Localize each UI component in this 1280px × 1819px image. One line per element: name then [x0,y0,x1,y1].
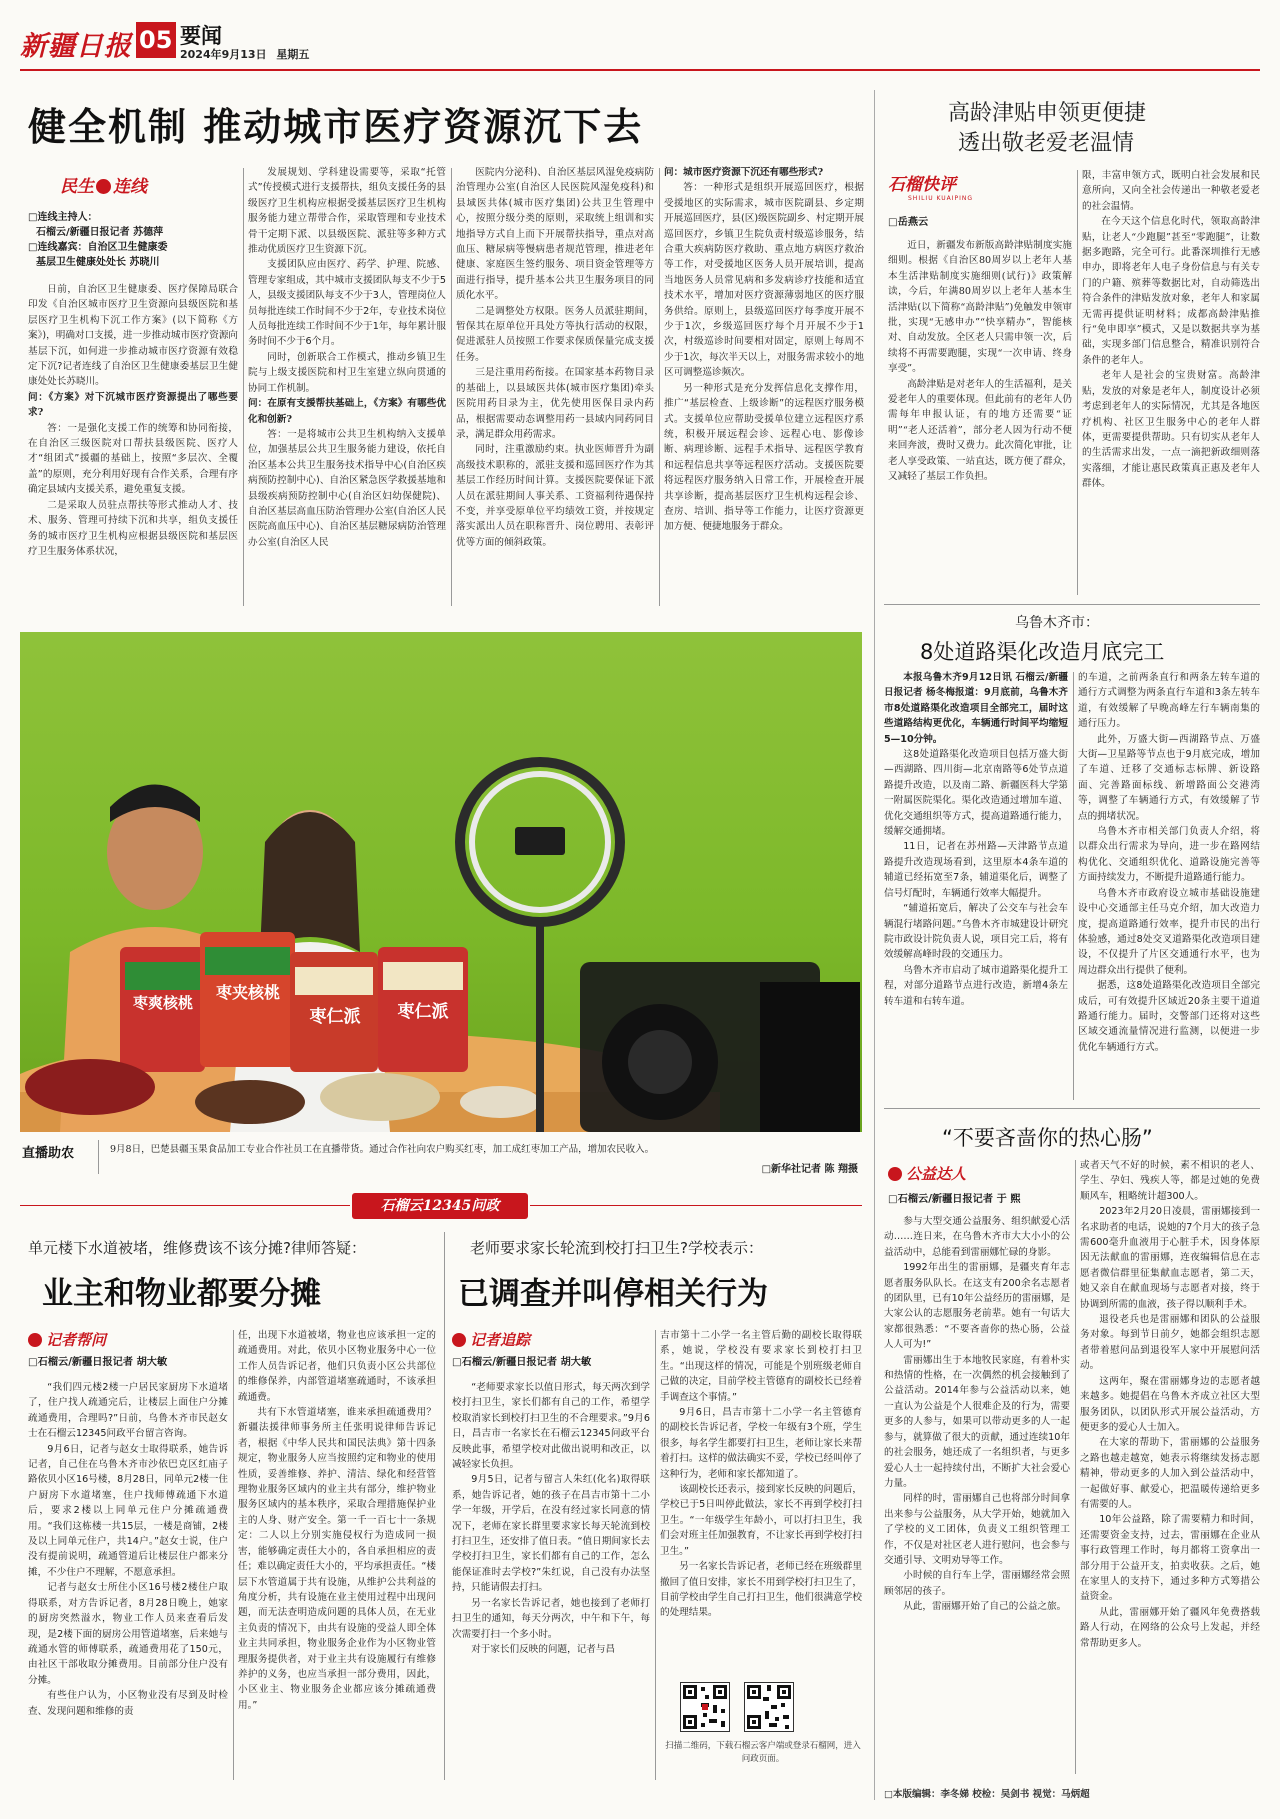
commentary-paragraph: 在今天这个信息化时代，领取高龄津贴，让老人“少跑腿”甚至“零跑腿”，让数据多跑路，完全可行。此番深圳推行无感申办，即将老年人电子身份信息与有关专门的户籍、殡葬等数据比对，自动筛选出符合条件的津贴发放对象，老年人和家属无需再提供证明材料；成都高龄津贴推行“免申即享”模式，又是以数据共享为基础，实现多部门信息整合，精准识别符合条件的老年人。 [1082,216,1260,366]
urumqi-headline: 8处道路渠化改造月底完工 [920,640,1165,664]
urumqi-kicker: 乌鲁木齐市： [1015,615,1099,631]
hotline-paragraph: 记者与赵女士所住小区16号楼2楼住户取得联系，对方告诉记者，8月28日晚上，她家的厨房突然溢水，物业工作人员来查看后发现，是2楼下面的厨房公用管道堵塞，后来她与疏通水管的师傅联系，疏通费用花了150元，由社区干部收取分摊费用。目前部分住户没有分摊。 [28,1582,228,1686]
host-name: 石榴云/新疆日报记者 苏德萍 [36,227,164,238]
volunteer-paragraph: 小时候的自行车上学，雷丽娜经常会照顾邻居的孩子。 [884,1570,1070,1597]
lead-paragraph: 答：一是将城市公共卫生机构纳入支援单位，加强基层公共卫生服务能力建设，依托自治区基本公共卫生服务技术指导中心(自治区疾病预防控制中心)、自治区紧急医学救援基地和县级疾病预防控制中心(自治区妇幼保健院)、自治区基层高血压防治管理办公室(自治区人民医院高血压中心)、自治区基层糖尿病防治管理办公室(自治区人民 [248,428,446,548]
urumqi-paragraph: “辅道拓宽后，解决了公交车与社会车辆混行堵路问题。”乌鲁木齐市城建设计研究院市政设计院负责人说，项目完工后，将有效缓解高峰时段的交通压力。 [884,903,1068,961]
qr-code-web[interactable] [744,1682,794,1732]
volunteer-headline: “不要吝啬你的热心肠” [942,1126,1153,1150]
lead-column-1 [28,282,238,607]
story-divider [444,1232,445,1780]
pack-label: 枣仁派 [309,1007,361,1027]
commentary-headline-1: 高龄津贴申领更便捷 [948,101,1147,126]
news-photo [20,632,862,1132]
lead-paragraph: 另一种形式是充分发挥信息化支撑作用，推广“基层检查、上级诊断”的远程医疗服务模式。支援单位应帮助受援单位建立远程医疗系统，积极开展远程会诊、远程心电、影像诊断、病理诊断、远程手术指导、远程医学教育和远程信息共享等远程医疗活动。支援医院要将远程医疗服务纳入日常工作，开展检查开展共享诊断，提高基层医疗卫生机构远程会诊、查房、培训、指导等工作能力，让医疗资源更加方便、便捷地服务于群众。 [664,382,864,533]
hotline-right-column-1 [452,1380,650,1780]
urumqi-paragraph: 这8处道路渠化改造项目包括万盛大街—西湖路、四川街—北京南路等6处节点道路提升改造，以及南二路、新疆医科大学第一附属医院渠化。渠化改造通过增加车道、优化交通组织等方式，提高道路通行能力，缓解交通拥堵。 [884,749,1068,838]
volunteer-paragraph: 10年公益路，除了需要精力和时间，还需要资金支持，过去，雷丽娜在企业从事行政管理工作时，每月都将工资拿出一部分用于公益开支，拍卖收获。之后，她在家里人的支持下，通过多种方式筹措公益资金。 [1080,1514,1260,1603]
hotline-right-tag [452,1329,530,1350]
volunteer-byline: □石榴云/新疆日报记者 于 熙 [888,1194,1021,1205]
volunteer-paragraph: 1992年出生的雷丽娜，是疆夹育年志愿者服务队队长。在这支有200余名志愿者的团队里，已有10年公益经历的雷丽娜，是大家公认的志愿服务老前辈。她有一句话大家都很熟悉：“不要吝啬你的热心肠，公益人人可为!” [884,1262,1070,1351]
lead-paragraph: 答：一是强化支援工作的统筹和协同衔接，在自治区三级医院对口帮扶县级医院、医疗人才“组团式”援疆的基础上，按照“多层次、全覆盖”的原则，充分利用好现有合作关系，合理有序确定县域内支援关系，避免重复支援。 [28,422,238,496]
page-number: 05 [139,26,173,54]
volunteer-column-2 [1080,1158,1260,1774]
guest-label: □连线嘉宾：自治区卫生健康委 [28,242,168,253]
caption-divider [98,1140,99,1174]
hotline-left-byline: □石榴云/新疆日报记者 胡大敏 [28,1357,168,1368]
column-divider [655,1330,656,1780]
urumqi-paragraph: 此外，万盛大街—西湖路节点、万盛大街—卫星路等节点也于9月底完成，增加了车道、迁移了交通标志标牌、新设路面、完善路面标线、新增路面公交港湾等，调整了车辆通行方式，有效缓解了节点的拥堵状况。 [1078,733,1260,822]
volunteer-paragraph: 同样的时，雷丽娜自己也将部分时间拿出来参与公益服务，从大学开始，她就加入了学校的义工团体，负责义工组织管理工作，不仅是对社区老人进行慰问，也会参与交通引导、文明劝导等工作。 [884,1493,1070,1566]
hotline-paragraph: “老师要求家长以值日形式，每天两次到学校打扫卫生，家长们都有自己的工作，希望学校取消家长到校打扫卫生的不合理要求。”9月6日，昌吉市一名家长在石榴云12345问政平台反映此事，希望学校对此做出说明和改正，以减轻家长负担。 [452,1382,650,1471]
column-divider [1073,672,1074,1100]
column-tag-minsheng [60,172,147,197]
hotline-paragraph: 吉市第十二小学一名主管后勤的副校长取得联系，她说，学校没有要求家长到校打扫卫生。“出现这样的情况，可能是个别班级老师自己做的决定，目前学校主管德育的副校长已经着手调查这个事情。” [660,1330,862,1403]
pen-icon [452,1333,466,1347]
issue-date-text: 2024年9月13日 [180,48,267,61]
hotline-right-tag-label: 记者追踪 [470,1331,531,1349]
hotline-left-column-2 [238,1328,436,1780]
column-tag-part2: 连线 [113,177,147,197]
masthead-rule [20,69,1260,71]
masthead [20,22,320,66]
volunteer-tag-label: 公益达人 [906,1165,967,1183]
pack-label: 枣仁派 [397,1002,449,1022]
section-divider-vertical [874,90,875,1800]
lead-paragraph: 同时，注重激励约束。执业医师晋升为副高级技术职称的，派驻支援和巡回医疗作为其基层工作经历时间计算。支援医院要保证下派人员在派驻期间人事关系、工资福利待遇保持不变，并享受原单位平均绩效工资，并按规定落实派出人员在职称晋升、岗位聘用、表彰评优等方面的倾斜政策。 [456,444,654,548]
volunteer-column-1 [884,1214,1070,1774]
heart-icon [888,1167,902,1181]
lead-column-2 [248,165,446,607]
lead-question-1: 问：《方案》对下沉城市医疗资源提出了哪些要求? [28,391,238,419]
hotline-left-tag-label: 记者帮问 [46,1331,107,1349]
lead-paragraph: 日前，自治区卫生健康委、医疗保障局联合印发《自治区城市医疗卫生资源向县级医院和基层医疗卫生机构下沉工作方案》(以下简称《方案》)，明确对口支援，进一步推动城市医疗资源向基层下沉，如何进一步推动城市医疗资源有效稳定下沉?记者连线了自治区卫生健康委基层卫生健康处处长苏晓川。 [28,284,238,388]
hotline-paragraph: 该副校长还表示，接到家长反映的问题后，学校已于5日叫停此做法，家长不再到学校打扫卫生。“一年级学生年龄小，可以打扫卫生，我们会对班主任加强教育，不让家长再到学校打扫卫生。” [660,1484,862,1557]
volunteer-paragraph: 从此，雷丽娜开始了疆风年免费搭载路人行动，在网络的公众号上发起，并经常帮助更多人。 [1080,1606,1260,1649]
photo-caption-text: 9月8日，巴楚县疆玉果食品加工专业合作社员工在直播带货。通过合作社向农户购买红枣，加工成红枣加工产品，增加农民收入。 [110,1144,655,1155]
hotline-left-headline: 业主和物业都要分摊 [42,1276,321,1312]
volunteer-paragraph: 雷丽娜出生于本地牧民家庭，有着朴实和热情的性格，在一次偶然的机会接触到了公益活动。2014年参与公益活动以来，她一直认为公益是个人很难企及的行为，需要更多的人参与，如果可以带动更多的人一起参与，就算做了很大的贡献，通过连续10年的社会服务，她还成了一名组织者，与更多爱心人士一起持续付出，不断扩大社会爱心力量。 [884,1354,1070,1489]
hotline-right-headline: 已调查并叫停相关行为 [458,1276,768,1312]
lead-paragraph: 二是采取人员驻点帮扶等形式推动人才、技术、服务、管理可持续下沉和共享，组负支援任务的城市医疗卫生机构应根据县级医院和基层医疗卫生服务体系状况， [28,499,238,557]
hotline-paragraph: 共有下水管道堵塞，谁来承担疏通费用？新疆法援律师事务所主任张明说律师告诉记者，根据《中华人民共和国民法典》第十四条规定，物业服务人应当按照约定和物业的使用性质，妥善维修、养护、清洁、绿化和经营管理物业服务区域内的业主共有部分，维护物业服务区域内的基本秩序，采取合理措施保护业主的人身、财产安全。第一千一百七十一条规定：二人以上分别实施侵权行为造成同一损害，能够确定责任大小的，各自承担相应的责任；难以确定责任大小的，平均承担责任。“楼层下水管道属于共有设施，从维护公共利益的角度分析，共有设施在业主使用过程中出现问题，而无法查明造成问题的具体人员，在无业主负责的情况下，由共有设施的受益人即全体业主共同承担，物业服务企业作为小区物业管理服务提供者，对于业主共有设施履行有维修养护的义务，也应当承担一部分费用，因此，小区业主、物业服务企业都应该分摊疏通费用。” [238,1407,436,1711]
hotline-paragraph: “我们四元楼2楼一户居民家厨房下水道堵了，住户找人疏通完后，让楼层上面住户分摊疏通费用，合理吗?”日前，乌鲁木齐市民赵女士在石榴云12345问政平台留言咨询。 [28,1382,228,1440]
volunteer-paragraph: 从此，雷丽娜开始了自己的公益之旅。 [903,1601,1067,1613]
commentary-headline-2: 透出敬老爱老温情 [958,131,1135,156]
hotline-banner [352,1193,528,1219]
lead-paragraph: 二是调整处方权限。医务人员派驻期间，暂保其在原单位开具处方等执行活动的权限，促进派驻人员按照工作要求保质保量完成支援任务。 [456,305,654,363]
photo-caption [20,1138,862,1178]
column-tag-part1: 民生 [60,177,94,197]
lead-paragraph: 支援团队应由医疗、药学、护理、院感、管理专家组成，其中城市支援团队每支不少于5人，县级支援团队每支不少于3人，管理岗位人员每批连续工作时间不少于2年，专业技术岗位人员每批连续工作时间不少于1年，每年累计服务时间不少于6个月。 [248,259,446,348]
commentary-tag-sub: SHILIU KUAIPING [908,195,974,202]
hotline-paragraph: 对于家长们反映的问题，记者与昌 [471,1643,616,1655]
livestream-scene [20,632,862,1132]
urumqi-column-2 [1078,670,1260,1100]
hotline-paragraph: 9月6日，记者与赵女士取得联系，她告诉记者，自己住在乌鲁木齐市沙依巴克区红庙子路依贝小区16号楼，8月28日，同单元2楼一住户厨房下水道堵塞，住户找师傅疏通下水道后，要求2楼以上同单元住户分摊疏通费用。“我们这栋楼一共15层，一楼是商铺，2楼及以上同单元住户，共14户。”赵女士说，住户没有提前说明，疏通管道后让楼层住户都来分摊，不少住户不理解，不愿意承担。 [28,1443,228,1578]
pack-label: 枣爽核桃 [132,994,193,1012]
mic-icon [28,1333,42,1347]
column-divider [1075,1160,1076,1774]
lead-credits [28,210,238,270]
hotline-left-kicker: 单元楼下水道被堵，维修费该不该分摊?律师答疑： [28,1239,366,1257]
commentary-paragraph: 老年人是社会的宝贵财富。高龄津贴，发放的对象是老年人，制度设计必须考虑到老年人的实际情况，尤其是各地医疗机构、社区卫生服务中心的老年人群体，更需要提供帮助。只有切实从老年人的生活需求出发，一点一滴把新政细则落实落细，才能让惠民政策真正惠及老年人群体。 [1082,370,1260,490]
urumqi-paragraph: 的车道，之前两条直行和两条左转车道的通行方式调整为两条直行车道和3条左转车道，有效缓解了早晚高峰左行车辆南集的通行压力。 [1078,672,1260,730]
issue-weekday: 星期五 [276,48,310,61]
lead-paragraph: 答：一种形式是组织开展巡回医疗，根据受援地区的实际需求，城市医院副县、乡定期开展巡回医疗，县(区)级医院副乡、村定期开展巡回医疗，乡镇卫生院负责村级巡诊服务，结合重大疾病防医疗救助、重点地方病医疗救治等工作，对受援地区医务人员开展培训，提高当地医务人员常见病和多发病诊疗技能和适宜技术水平，增加对医疗资源薄弱地区的医疗服务供给。原则上，县级巡回医疗每季度开展不少于1次，乡级巡回医疗每个月开展不少于1次，村级巡诊时间要相对固定，原则上每周不少于1次，每次半天以上，对服务需求较小的地区可调整巡诊频次。 [664,182,864,379]
hotline-paragraph: 另一名家长告诉记者，老师已经在班级群里撤回了值日安排，家长不用到学校打扫卫生了，目前学校由学生自己打扫卫生，他们很满意学校的处理结果。 [660,1561,862,1619]
hotline-banner-label: 石榴云12345问政 [380,1198,500,1214]
hotline-paragraph: 9月5日，记者与留言人朱红(化名)取得联系，她告诉记者，她的孩子在昌吉市第十二小学一年级，开学后，在没有经过家长同意的情况下，老师在家长群里要求家长每天轮流到校打扫卫生，还安排了值日表。“值日期间家长去学校打扫卫生，家长们都有自己的工作，怎么能保证准时去学校?”朱红说，自己没有办法坚持，只能请假去打扫。 [452,1474,650,1594]
qr-code-pattern [681,1683,729,1731]
hotline-right-column-2 [660,1328,862,1674]
lead-headline: 健全机制 推动城市医疗资源沉下去 [28,105,644,149]
volunteer-paragraph: 退役老兵也是雷丽娜和团队的公益服务对象。每到节日前夕，她都会组织志愿者带着慰问品到退役军人家中开展慰问活动。 [1080,1314,1260,1372]
lead-paragraph: 同时，创新联合工作模式，推动乡镇卫生院与上级支援医院和村卫生室建立纵向贯通的协同工作机制。 [248,351,446,394]
section-name: 要闻 [180,24,222,48]
lead-paragraph: 发展规划、学科建设需要等，采取“托管式”传授模式进行支援帮扶，组负支援任务的县级医疗卫生机构应根据受援基层医疗卫生机构服务能力建立帮带合作，采取管理和专业技术骨干定期下派、以县级医院、派驻等多种方式推动优质医疗卫生资源下沉。 [248,167,446,256]
qr-caption: 扫描二维码，下载石榴云客户端或登录石榴网，进入问政页面。 [665,1741,861,1764]
host-label: □连线主持人： [28,212,98,223]
lead-paragraph: 三是注重用药衔接。在国家基本药物目录的基础上，以县域医共体(城市医疗集团)牵头医院用药目录为主，优先使用医保目录内药品，根据需要动态调整用药一县域内同药同目录，满足群众用药需求。 [456,367,654,440]
phone-icon [96,179,111,194]
column-divider [1077,170,1078,595]
section-rule [884,604,1260,605]
urumqi-paragraph: 11日，记者在苏州路—天津路节点道路提升改造现场看到，这里原本4条车道的辅道已经拓宽至7条，辅道渠化后，调整了信号灯配时，车辆通行效率大幅提升。 [884,841,1068,899]
commentary-column-1 [888,238,1072,592]
qr-code-app[interactable] [680,1682,730,1732]
lead-question-2: 问：在原有支援帮扶基础上，《方案》有哪些优化和创新? [248,398,446,425]
lead-question-3: 问：城市医疗资源下沉还有哪些形式? [664,167,824,178]
lead-column-3 [456,165,654,607]
hotline-left-column-1 [28,1380,228,1780]
column-divider [659,168,660,606]
volunteer-paragraph: 在大家的帮助下，雷丽娜的公益服务之路也越走越宽，她表示将继续发扬志愿精神，带动更多的人加入到公益活动中，一起做好事、献爱心，把温暖传递给更多有需要的人。 [1080,1437,1260,1510]
lead-column-4 [664,165,864,607]
section-rule [884,1108,1260,1109]
commentary-paragraph: 高龄津贴是对老年人的生活福利，是关爱老年人的重要体现。但此前有的老年人仍需每年申报认证，有的地方还需要“证明”“老人还活着”，部分老人因为行动不便来回奔波，费时又费力。此次简化审批，让老人享受政策、一站直达，既方便了群众，又减轻了基层工作负担。 [888,378,1072,483]
photo-caption-title: 直播助农 [22,1146,75,1161]
newspaper-logo: 新疆日报 [20,31,132,62]
hotline-right-kicker: 老师要求家长轮流到校打扫卫生?学校表示： [470,1239,763,1257]
footer-credits: □本版编辑：李冬娣 校检：吴剑书 视觉：马炳超 [884,1789,1090,1800]
urumqi-paragraph: 乌鲁木齐市启动了城市道路渠化提升工程，对部分道路节点进行改造，新增4条左转车道和右转车道。 [884,964,1068,1007]
column-divider [243,168,244,606]
volunteer-paragraph: 2023年2月20日凌晨，雷丽娜接到一名求助者的电话，说她的7个月大的孩子急需600毫升血液用于心脏手术，因身体原因无法献血的雷丽娜，连夜编辑信息在志愿者微信群里征集献血志愿者，第二天，她又亲自在献血现场与志愿者对接，终于协调到所需的血液，孩子得以顺利手术。 [1080,1206,1260,1310]
column-divider [233,1330,234,1780]
volunteer-paragraph: 参与大型交通公益服务、组织献爱心活动……连日来，在乌鲁木齐市大大小小的公益活动中，总能看到雷丽娜忙碌的身影。 [884,1216,1070,1258]
urumqi-paragraph: 据悉，这8处道路渠化改造项目全部完成后，可有效提升区域近20条主要干道道路通行能力。届时，交警部门还将对这些区域交通流量情况进行监测，以便进一步优化车辆通行方式。 [1078,980,1260,1053]
hotline-rule-left [20,1205,350,1206]
guest-name: 基层卫生健康处处长 苏晓川 [36,257,160,268]
urumqi-column-1 [884,670,1068,1100]
hotline-paragraph: 有些住户认为，小区物业没有尽到及时检查、发现问题和维修的责 [28,1690,228,1717]
commentary-tag [888,170,1028,206]
commentary-column-2 [1082,168,1260,592]
hotline-right-byline: □石榴云/新疆日报记者 胡大敏 [452,1357,592,1368]
hotline-paragraph: 任，出现下水道被堵，物业也应该承担一定的疏通费用。对此，依贝小区物业服务中心一位工作人员告诉记者，他们只负责小区公共部位的维修保养，内部管道堵塞疏通时，不该承担疏通费。 [238,1330,436,1403]
volunteer-paragraph: 或者天气不好的时候，素不相识的老人、学生、孕妇、残疾人等，都是过她的免费顺风车，粗略统计超300人。 [1080,1160,1260,1202]
lead-paragraph: 医院内分泌科)、自治区基层风湿免疫病防治管理办公室(自治区人民医院风湿免疫科)和县域医共体(城市医疗集团)公共卫生管理中心，按照分级分类的原则，采取统上组训和实地指导方式自上而下开展帮扶指导，重点对高血压、糖尿病等慢病患者规范管理，推进老年健康、家庭医生签约服务、项目资金管理等方面进行指导，提升基本公共卫生服务项目的同质化水平。 [456,167,654,302]
pack-label: 枣夹核桃 [215,983,280,1002]
hotline-paragraph: 另一名家长告诉记者，她也接到了老师打扫卫生的通知，每天分两次，中午和下午，每次需要打扫一个多小时。 [452,1597,650,1640]
urumqi-paragraph: 乌鲁木齐市政府设立城市基础设施建设中心交通部主任马克介绍，加大改造力度，提高道路通行效率，提升市民的出行体验感，通过8处交叉道路渠化改造项目建设，不仅提升了片区交通通行水平，也为周边群众出行提供了便利。 [1078,887,1260,976]
issue-date [180,46,309,62]
qr-code-pattern [745,1683,793,1731]
commentary-byline: □岳燕云 [888,217,929,228]
photo-credit: □新华社记者 陈 翔摄 [761,1164,858,1175]
hotline-paragraph: 9月6日，昌吉市第十二小学一名主管德育的副校长告诉记者，学校一年级有3个班，学生很多，每名学生都要打扫卫生，老师让家长来帮着打扫。这样的做法确实不妥，学校已经叫停了这种行为，老师和家长都知道了。 [660,1407,862,1480]
hotline-rule-right [530,1205,862,1206]
urumqi-paragraph: 乌鲁木齐市相关部门负责人介绍，将以群众出行需求为导向，进一步在路网结构优化、交通组织优化、道路设施完善等方面持续发力，不断提升道路通行能力。 [1078,826,1260,884]
commentary-paragraph: 限，丰富申领方式，既明白社会发展和民意所向，又向全社会传递出一种敬老爱老的社会温情。 [1082,170,1260,212]
volunteer-tag [888,1163,966,1184]
commentary-tag-label: 石榴快评 [888,175,956,195]
urumqi-paragraph: 本报乌鲁木齐9月12日讯 石榴云/新疆日报记者 杨冬梅报道：9月底前，乌鲁木齐市8处道路渠化改造项目全部完工，届时这些道路结构更优化，车辆通行时间平均缩短5—10分钟。 [884,672,1068,745]
commentary-paragraph: 近日，新疆发布新版高龄津贴制度实施细则。根据《自治区80周岁以上老年人基本生活津贴制度实施细则(试行)》政策解读，今后，年满80周岁以上老年人基本生活津贴(以下简称“高龄津贴”)免触发申领审批，实现“无感申办”“快享精办”，智能核对、自动发放。全区老人只需申领一次，后续将不再需要跑腿，实现“一次申请、终身享受”。 [888,240,1072,375]
hotline-left-tag [28,1329,106,1350]
column-divider [451,168,452,606]
volunteer-paragraph: 这两年，聚在雷丽娜身边的志愿者越来越多。她提倡在乌鲁木齐成立社区大型服务团队，以团队形式开展公益活动，方便更多的爱心人士加入。 [1080,1375,1260,1433]
